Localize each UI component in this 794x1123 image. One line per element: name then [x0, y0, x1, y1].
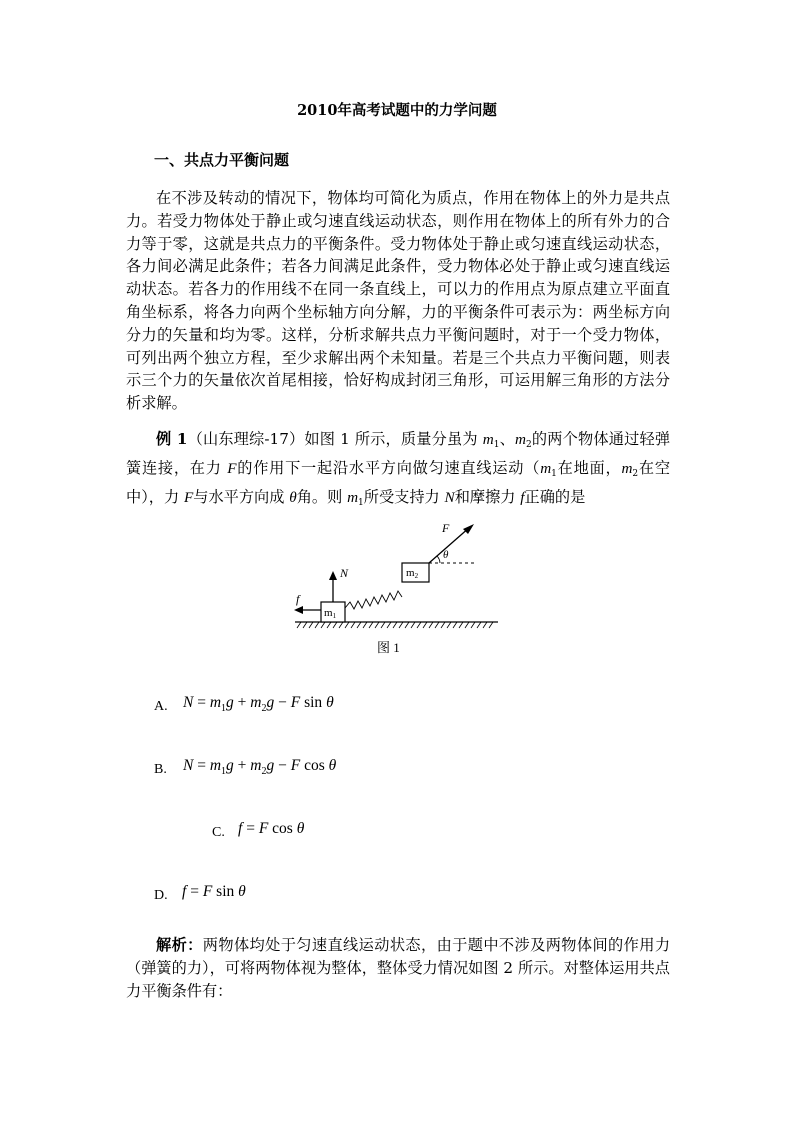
ground-hatch [297, 622, 493, 628]
force-N-arrowhead [329, 571, 337, 580]
option-a-formula: $N = m_1g + m_2g - F$ sin θ [183, 694, 334, 714]
option-c-label: C. [212, 825, 225, 840]
example-paragraph: 例 1（山东理综-17）如图 1 所示，质量分虽为 $m_1$、$m_2$的两个物体通过轻弹簧连接，在力 F的作用下一起沿水平方向做匀速直线运动（$m_1$在地面，$m_2$在空中），力 F与水平方向成 θ角。则 $m_1$所受支持力 N和摩擦力 f正确的是 [126, 430, 671, 508]
section-heading: 一、共点力平衡问题 [154, 151, 290, 169]
force-F-label: F [442, 521, 450, 535]
svg-text:m1: m1 [324, 607, 337, 620]
option-b-formula: $N = m_1g + m_2g - F$ cos θ [183, 757, 337, 777]
figure-caption: 图 1 [377, 640, 400, 655]
option-b-label: B. [154, 762, 167, 777]
page-title: 2010年高考试题中的力学问题 [297, 102, 497, 119]
force-F-arrow [429, 527, 470, 563]
example-label: 例 1 [156, 430, 188, 448]
angle-label: θ [443, 549, 449, 561]
option-d-formula: f = F sin θ [182, 883, 246, 900]
analysis-label: 解析： [156, 936, 203, 954]
figure-1-diagram [290, 518, 505, 633]
svg-text:m2: m2 [406, 567, 419, 580]
option-a-label: A. [154, 699, 168, 714]
angle-arc [437, 556, 440, 563]
spring [345, 591, 402, 609]
intro-paragraph: 在不涉及转动的情况下，物体均可简化为质点，作用在物体上的外力是共点力。若受力物体处于静止或匀速直线运动状态，则作用在物体上的所有外力的合力等于零，这就是共点力的平衡条件。受力物体处于静止或匀速直线运动状态，各力间必满足此条件；若各力间满足此条件，受力物体必处于静止或匀速直线运动状态。若各力的作用线不在同一条直线上，可以力的作用点为原点建立平面直角坐标系，将各力向两个坐标轴方向分解，力的平衡条件可表示为：两坐标方向分力的矢量和均为零。这样，分析求解共点力平衡问题时，对于一个受力物体，可列出两个独立方程，至少求解出两个未知量。若是三个共点力平衡问题，则表示三个力的矢量依次首尾相接，恰好构成封闭三角形，可运用解三角形的方法分析求解。 [126, 189, 670, 413]
force-f-arrowhead [294, 606, 303, 614]
force-f-label: f [296, 592, 300, 606]
force-N-label: N [340, 566, 349, 580]
analysis-paragraph: 解析：两物体均处于匀速直线运动状态，由于题中不涉及两物体间的作用力（弹簧的力），可将两物体视为整体，整体受力情况如图 2 所示。对整体运用共点力平衡条件有： [126, 936, 671, 1000]
option-d-label: D. [154, 888, 168, 903]
option-c-formula: f = F cos θ [238, 820, 305, 837]
